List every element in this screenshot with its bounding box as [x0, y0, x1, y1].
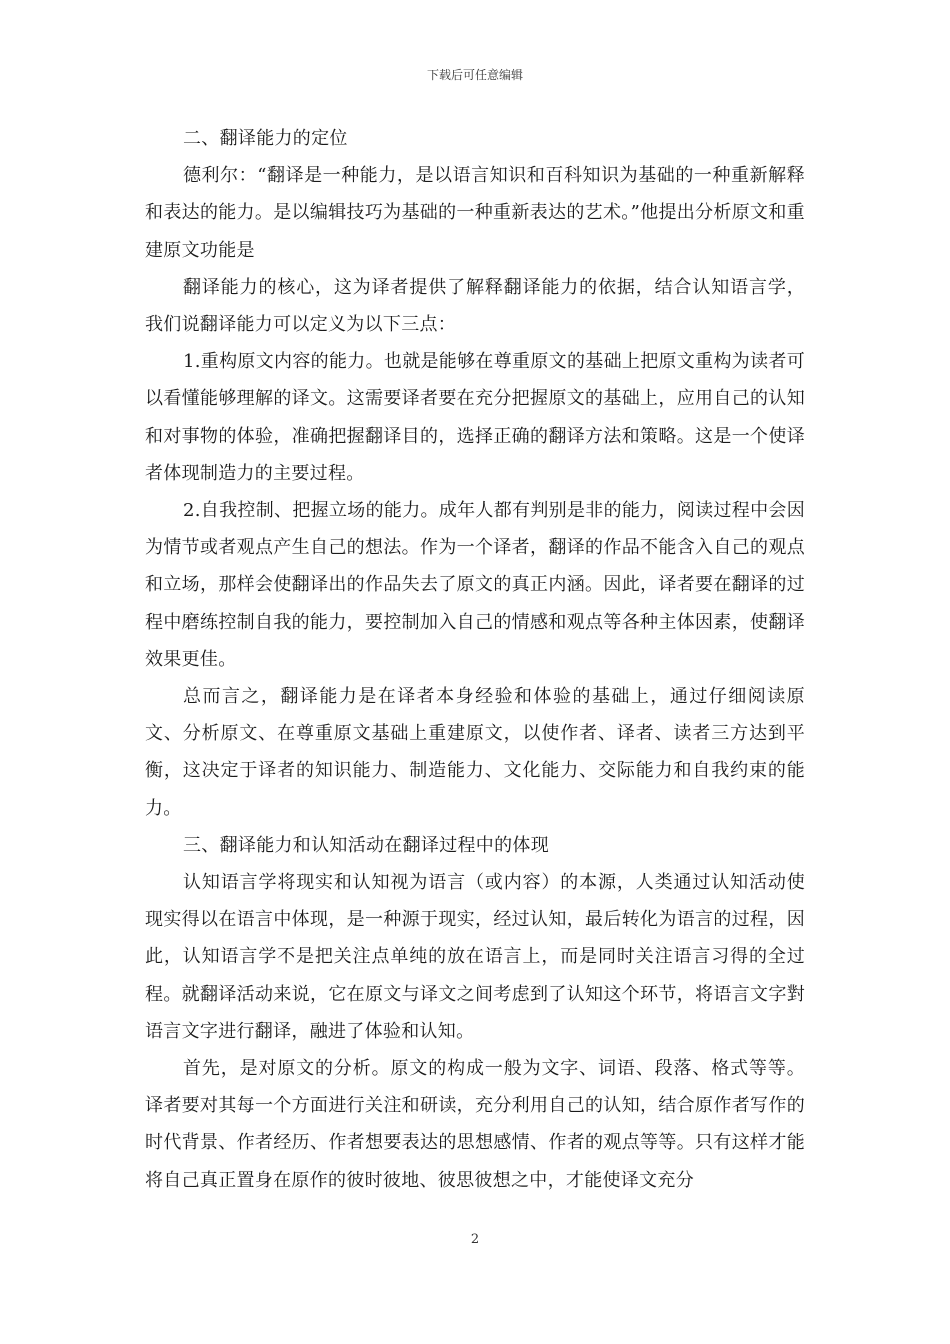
page-header: 下载后可任意编辑: [426, 68, 523, 82]
list-item-paragraph: 2.自我控制、把握立场的能力。成年人都有判别是非的能力，阅读过程中会因为情节或者观点产生自己的想法。作为一个译者，翻译的作品不能含入自己的观点和立场，那样会使翻译出的作品失去了原文的真正内涵。因此，译者要在翻译的过程中磨练控制自我的能力，要控制加入自己的情感和观点等各种主体因素，使翻译效果更佳。: [145, 500, 805, 670]
paragraph: 认知语言学将现实和认知视为语言（或内容）的本源，人类通过认知活动使现实得以在语言中体现，是一种源于现实，经过认知，最后转化为语言的过程，因此，认知语言学不是把关注点单纯的放在语言上，而是同时关注语言习得的全过程。就翻译活动来说，它在原文与译文之间考虑到了认知这个环节，将语言文字對语言文字进行翻译，融进了体验和认知。: [145, 872, 805, 1042]
section-heading: 二、翻译能力的定位: [183, 128, 348, 149]
paragraph: 翻译能力的核心，这为译者提供了解释翻译能力的依据，结合认知语言学，我们说翻译能力可以定义为以下三点：: [145, 276, 805, 336]
paragraph: 总而言之，翻译能力是在译者本身经验和体验的基础上，通过仔细阅读原文、分析原文、在尊重原文基础上重建原文，以使作者、译者、读者三方达到平衡，这决定于译者的知识能力、制造能力、文化能力、交际能力和自我约束的能力。: [145, 686, 805, 819]
paragraph: 首先，是对原文的分析。原文的构成一般为文字、词语、段落、格式等等。译者要对其每一个方面进行关注和研读，充分利用自己的认知，结合原作者写作的时代背景、作者经历、作者想要表达的思想感情、作者的观点等等。只有这样才能将自己真正置身在原作的彼时彼地、彼思彼想之中，才能使译文充分: [145, 1058, 805, 1191]
list-item-paragraph: 1.重构原文内容的能力。也就是能够在尊重原文的基础上把原文重构为读者可以看懂能够理解的译文。这需要译者要在充分把握原文的基础上，应用自己的认知和对事物的体验，准确把握翻译目的，选择正确的翻译方法和策略。这是一个使译者体现制造力的主要过程。: [145, 351, 805, 484]
document-body: [145, 120, 805, 1199]
paragraph: 德利尔：“翻译是一种能力，是以语言知识和百科知识为基础的一种重新解释和表达的能力。是以编辑技巧为基础的一种重新表达的艺术。”他提出分析原文和重建原文功能是: [145, 165, 805, 261]
page-number: 2: [470, 1232, 480, 1247]
section-heading: 三、翻译能力和认知活动在翻译过程中的体现: [183, 834, 549, 856]
